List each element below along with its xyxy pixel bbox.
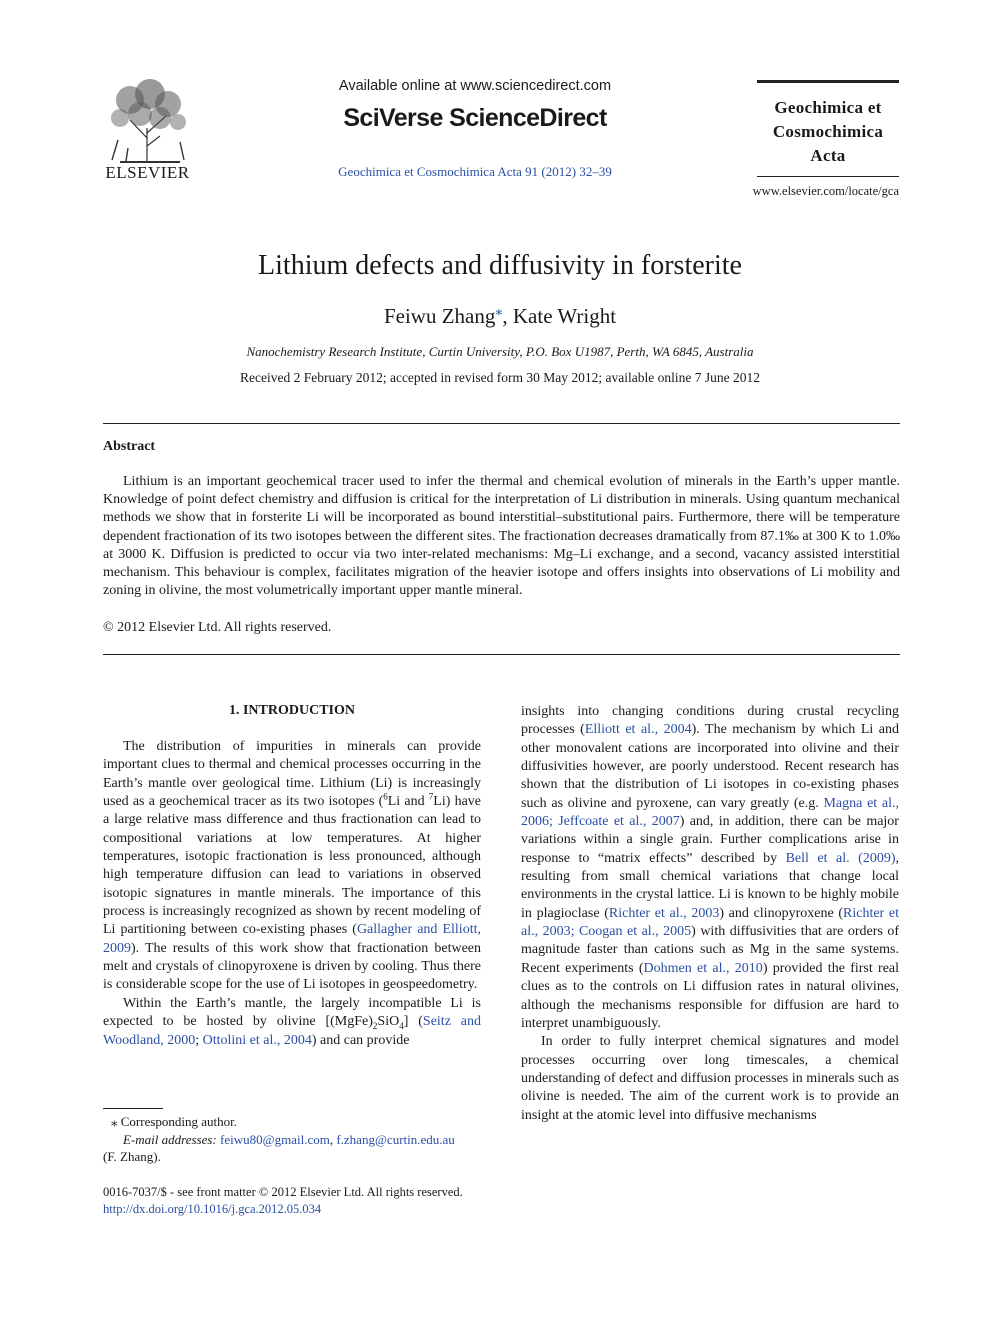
front-matter [103,1184,603,1217]
citation-link[interactable]: Gallagher and Elliott, 2009 [103,922,481,956]
publisher-name: ELSEVIER [105,163,190,182]
footnote-name: (F. Zhang). [103,1149,161,1164]
section-heading: 1. INTRODUCTION [228,703,355,718]
body-paragraph: The distribution of impurities in minerals can provide important clues to thermal and chemical processes occurring in the Earth’s mantle over geological time. Lithium (Li) is increasingly used as a geochemical tracer as its two isotopes ($^6$Li and $^7$Li) have a large relative mass difference and thus fractionation can lead to compositional variations at low temperatures. At higher temperatures, isotopic fractionation is less pronounced, although high temperature diffusion can lead to variations in observed isotopic signatures in mantle minerals. The importance of this process is increasingly recognized as shown by recent modeling of Li partitioning between co-existing phases (Gallagher and Elliott, 2009). The results of this work show that fractionation between melt and crystals of clinopyroxene is driven by cooling. Thus there is considerable scope for the use of Li isotopes in geospeedometry. [103,739,481,993]
corresponding-author-marker[interactable]: ⁎ [495,304,503,319]
masthead-rule-top [757,80,899,83]
right-column [521,703,899,1125]
author-separator: , [502,304,513,328]
author-name: Kate Wright [512,304,617,328]
abstract-paragraph: Lithium is an important geochemical tracer used to infer the thermal and chemical evolution of minerals in the Earth’s upper mantle. Knowledge of point defect chemistry and diffusion is critical for the interpretation of Li distribution in minerals. Using quantum mechanical methods we show that in forsterite Li will be incorporated as bound interstitial–substitutional pairs. Furthermore, there will be temperature dependent fractionation of its two isotopes between the different sites. The fractionation decreases dramatically from 87.1‰ at 300 K to 1.0‰ at 3000 K. Diffusion is predicted to occur via two inter-related mechanisms: Mg–Li exchange, and a second, vacancy assisted interstitial mechanism. This behaviour is complex, facilitates migration of the heavier isotope and offers insights into observations of Li mobility and zoning in olivine, the most volumetrically important upper mantle mineral. [103,474,900,599]
abstract-copyright: © 2012 Elsevier Ltd. All rights reserved. [103,620,332,635]
citation-link[interactable]: Dohmen et al., 2010 [643,960,763,976]
citation-link[interactable]: Elliott et al., 2004 [584,722,692,738]
platform-wordmark: SciVerse ScienceDirect [343,104,607,132]
citation-link[interactable]: Ottolini et al., 2004 [202,1032,312,1048]
abstract-divider-top [103,423,900,424]
email-link[interactable]: f.zhang@curtin.edu.au [336,1131,455,1147]
footnote-rule [103,1108,163,1109]
body-paragraph: insights into changing conditions during crustal recycling processes (Elliott et al., 2004). The mechanism by which Li and other monovalent cations are incorporated into olivine and their diffusivities however, are poorly understood. Recent research has shown that the distribution of Li isotopes in co-existing phases such as olivine and pyroxene, can vary greatly (e.g. Magna et al., 2006; Jeffcoate et al., 2007) and, in addition, there can be major variations within a single grain. Further complications arise in response to “matrix effects” described by Bell et al. (2009), resulting from small chemical variations that change local environments in the crystal lattice. Li is known to be highly mobile in plagioclase (Richter et al., 2003) and clinopyroxene (Richter et al., 2003; Coogan et al., 2005) with diffusivities that are orders of magnitude faster than cations such as Mg in the same systems. Recent experiments (Dohmen et al., 2010) provided the first real clues as to the controls on Li diffusion rates in natural olivines, although the mechanisms responsible for diffusion are hard to interpret unambiguously. [521,704,900,1031]
left-column [103,738,481,1050]
author-name: Feiwu Zhang [383,304,496,328]
footnote-emails: E-mail addresses: feiwu80@gmail.com, f.zhang@curtin.edu.au [123,1131,455,1147]
issn-line: 0016-7037/$ - see front matter © 2012 Elsevier Ltd. All rights reserved. [103,1185,463,1199]
article-title: Lithium defects and diffusivity in forsterite [258,250,742,281]
email-link[interactable]: feiwu80@gmail.com [220,1131,330,1147]
email-label: E-mail addresses: [123,1131,217,1147]
affiliation: Nanochemistry Research Institute, Curtin University, P.O. Box U1987, Perth, WA 6845, Australia [246,344,754,359]
masthead-rule-bottom [757,176,899,177]
author-list [100,303,900,329]
masthead-line: Cosmochimica [772,122,884,141]
article-dates: Received 2 February 2012; accepted in revised form 30 May 2012; available online 7 June 2012 [240,370,760,385]
citation-link[interactable]: Bell et al. (2009) [785,850,896,866]
journal-citation-link[interactable]: Geochimica et Cosmochimica Acta 91 (2012) 32–39 [338,164,612,179]
journal-url[interactable]: www.elsevier.com/locate/gca [752,184,899,198]
abstract-body [103,473,900,600]
abstract-divider-bottom [103,654,900,655]
citation-link[interactable]: Richter et al., 2003 [608,905,720,921]
available-online-text: Available online at www.sciencedirect.com [338,78,612,94]
masthead-line: Acta [810,146,846,165]
citation-link[interactable]: Magna et al., 2006; Jeffcoate et al., 2007 [521,795,899,830]
doi-link[interactable]: http://dx.doi.org/10.1016/j.gca.2012.05.034 [103,1201,322,1216]
journal-masthead [757,96,899,168]
citation-link[interactable]: Richter et al., 2003; Coogan et al., 2005 [521,905,900,940]
footnote [103,1113,481,1166]
body-paragraph: In order to fully interpret chemical signatures and model processes occurring over long timescales, a chemical understanding of defect and diffusion processes in minerals such as olivine is needed. The aim of the current work is to provide an insight at the atomic level into diffusive mechanisms [521,1034,899,1123]
masthead-line: Geochimica et [774,98,882,117]
footnote-corresponding: ⁎ Corresponding author. [111,1114,238,1129]
citation-link[interactable]: Seitz and Woodland, 2000 [103,1014,481,1048]
abstract-heading: Abstract [103,439,156,454]
body-paragraph: Within the Earth’s mantle, the largely incompatible Li is expected to be hosted by olivine $[(MgFe)_2SiO_4]$ (Seitz and Woodland, 2000; Ottolini et al., 2004) and can provide [103,995,481,1048]
footnote-marker: ⁎ [111,1114,118,1129]
